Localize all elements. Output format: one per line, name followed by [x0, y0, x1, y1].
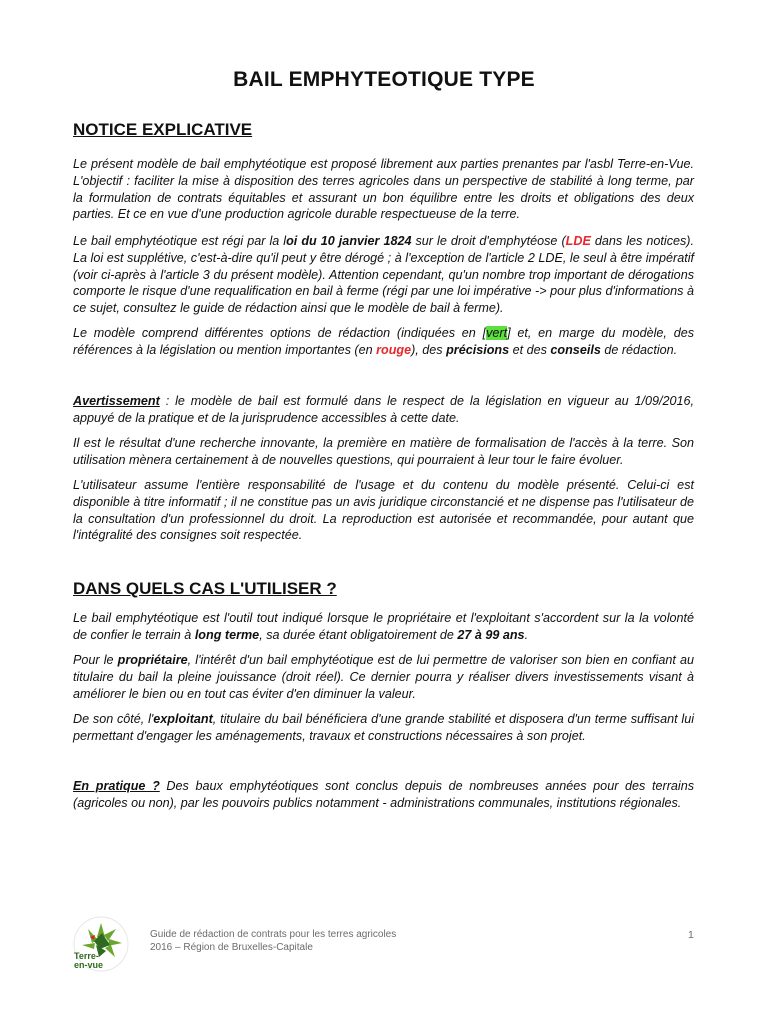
heading-notice: NOTICE EXPLICATIVE — [73, 120, 253, 139]
page-title: BAIL EMPHYTEOTIQUE TYPE — [233, 68, 535, 91]
red-label: rouge — [376, 342, 412, 357]
green-highlight: vert — [486, 326, 508, 340]
notice-paragraph-1: Le présent modèle de bail emphytéotique est proposé librement aux parties prenantes par l'asbl Terre-en-Vue. L'objectif : faciliter la mise à disposition des terres agricoles dans un perspective de stabilité à long terme, par la formulation de contrats équitables et assurant un bon équilibre entre les droits et obligations des deux parties. Et ce en vue d'une production agricole durable respectueuse de la terre. — [73, 157, 694, 222]
practice-label: En pratique ? — [73, 779, 160, 793]
notice-paragraph-2: Le bail emphytéotique est régi par la loi du 10 janvier 1824 sur le droit d'emphytéose (LDE dans les notices). La loi est supplétive, c'est-à-dire qu'il peut y être dérogé ; à l'exception de l'article 2 LDE, le seul à être impératif (voir ci-après à l'article 3 du présent modèle). Attention cependant, qu'un nombre trop important de dérogations comporte le risque d'une requalification en bail à ferme (régi par une loi impérative -> pour plus d'informations à ce sujet, consultez le guide de rédaction ainsi que le modèle de bail à ferme). — [73, 234, 694, 316]
footer-line-1: Guide de rédaction de contrats pour les terres agricoles — [150, 929, 397, 940]
warning-paragraph-2: Il est le résultat d'une recherche innovante, la première en matière de formalisation de l'accès à la terre. Son utilisation mènera certainement à de nouvelles questions, qui pourraient à leur tour le faire évoluer. — [73, 436, 694, 467]
logo-text-2: en-vue — [74, 960, 104, 970]
logo-text-1: Terre- — [74, 951, 99, 961]
lde-red-label: LDE — [565, 234, 591, 248]
footer-text — [150, 929, 396, 954]
usage-paragraph-1: Le bail emphytéotique est l'outil tout indiqué lorsque le propriétaire et l'exploitant s'accordent sur la la volonté de confier le terrain à long terme, sa durée étant obligatoirement de 27 à 99 ans. — [73, 611, 694, 642]
page-number: 1 — [688, 929, 694, 941]
notice-paragraph-3: Le modèle comprend différentes options de rédaction (indiquées en [vert] et, en marge du modèle, des références à la législation ou mention importantes (en rouge), des précisions et des conseils de rédaction. — [73, 326, 695, 357]
terre-en-vue-logo — [72, 915, 130, 973]
warning-paragraph-1: Avertissement : le modèle de bail est formulé dans le respect de la législation en vigueur au 1/09/2016, appuyé de la pratique et de la jurisprudence accessibles à cette date. — [73, 394, 694, 425]
usage-paragraph-4: En pratique ? Des baux emphytéotiques sont conclus depuis de nombreuses années pour des terrains (agricoles ou non), par les pouvoirs publics notamment - administrations communales, institutions régionales. — [73, 779, 694, 810]
warning-paragraph-3: L'utilisateur assume l'entière responsabilité de l'usage et du contenu du modèle présenté. Celui-ci est disponible à titre informatif ; il ne constitue pas un avis juridique circonstancié et ne dispense pas l'utilisateur de la consultation d'un professionnel du droit. La reproduction est autorisée et recommandée, pour autant que l'intégralité des consignes soit respectée. — [73, 478, 694, 543]
warning-label: Avertissement — [73, 394, 160, 408]
usage-paragraph-2: Pour le propriétaire, l'intérêt d'un bail emphytéotique est de lui permettre de valoriser son bien en confiant au titulaire du bail la pleine jouissance (droit réel). Ce dernier pourra y réaliser divers investissements visant à améliorer le bien ou en tout cas éviter d'en diminuer la valeur. — [73, 653, 694, 701]
heading-usage: DANS QUELS CAS L'UTILISER ? — [73, 579, 337, 598]
footer-line-2: 2016 – Région de Bruxelles-Capitale — [150, 941, 313, 953]
usage-paragraph-3: De son côté, l'exploitant, titulaire du bail bénéficiera d'une grande stabilité et disposera d'un terme suffisant lui permettant d'engager les aménagements, travaux et constructions nécessaires à son projet. — [73, 712, 694, 743]
